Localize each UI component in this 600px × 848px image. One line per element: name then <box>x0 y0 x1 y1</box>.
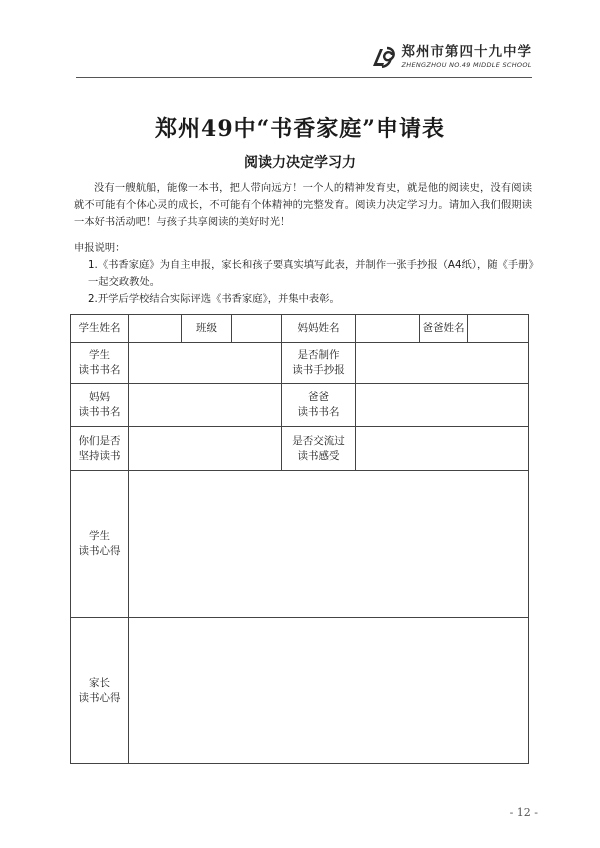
class-label: 班级 <box>182 315 232 343</box>
page-number: - 12 - <box>509 806 538 819</box>
student-book-label-line2: 读书书名 <box>78 364 121 376</box>
father-book-label-line1: 爸爸 <box>308 391 329 403</box>
notes-item: 1.《书香家庭》为自主申报，家长和孩子要真实填写此表，并制作一张手抄报（A4纸），随《手册》一起交政教处。 <box>88 259 534 288</box>
persist-reading-label-line2: 坚持读书 <box>78 449 121 462</box>
student-book-label-line1: 学生 <box>89 349 110 361</box>
made-paper-label-line2: 读书手抄报 <box>292 364 345 376</box>
application-notes <box>74 240 534 308</box>
father-book-label-line2: 读书书名 <box>297 406 340 418</box>
school-header <box>370 44 533 70</box>
mother-book-field[interactable] <box>129 384 282 427</box>
mother-book-label-line1: 妈妈 <box>89 391 110 403</box>
persist-reading-field[interactable] <box>129 427 282 471</box>
exchange-feelings-label-line2: 读书感受 <box>297 449 340 462</box>
father-name-field[interactable] <box>468 315 529 343</box>
mother-book-label <box>71 384 129 427</box>
parent-thoughts-field[interactable] <box>129 618 529 764</box>
mother-name-label: 妈妈姓名 <box>282 315 356 343</box>
student-thoughts-label-line2: 读书心得 <box>78 545 121 557</box>
persist-reading-label <box>71 427 129 471</box>
exchange-feelings-label <box>282 427 356 471</box>
parent-thoughts-label-line1: 家长 <box>89 676 110 689</box>
father-book-label <box>282 384 356 427</box>
notes-item: 2.开学后学校结合实际评选《书香家庭》，并集中表彰。 <box>88 293 340 305</box>
class-field[interactable] <box>232 315 282 343</box>
made-paper-label-line1: 是否制作 <box>297 349 340 361</box>
student-thoughts-field[interactable] <box>129 471 529 618</box>
student-thoughts-label <box>71 471 129 618</box>
header-divider <box>76 77 532 78</box>
mother-name-field[interactable] <box>356 315 420 343</box>
persist-reading-label-line1: 你们是否 <box>78 434 121 447</box>
intro-paragraph: 没有一艘航船，能像一本书，把人带向远方！一个人的精神发育史，就是他的阅读史，没有阅读就不可能有个体心灵的成长，不可能有个体精神的完整发育。阅读力决定学习力。请加入我们假期读一本好书活动吧！与孩子共享阅读的美好时光！ <box>74 182 532 228</box>
exchange-feelings-field[interactable] <box>356 427 529 471</box>
school-name-cn: 郑州市第四十九中学 <box>401 44 532 60</box>
page-subtitle: 阅读力决定学习力 <box>244 155 356 171</box>
father-book-field[interactable] <box>356 384 529 427</box>
page-title: 郑州49中“书香家庭”申请表 <box>155 116 445 142</box>
parent-thoughts-label <box>71 618 129 764</box>
made-paper-label <box>282 343 356 384</box>
notes-heading: 申报说明： <box>74 242 126 254</box>
father-name-label: 爸爸姓名 <box>420 315 468 343</box>
parent-thoughts-label-line2: 读书心得 <box>78 691 121 704</box>
school-logo <box>370 44 398 70</box>
student-name-label: 学生姓名 <box>71 315 129 343</box>
mother-book-label-line2: 读书书名 <box>78 406 121 418</box>
school-name-block <box>402 44 533 70</box>
student-thoughts-label-line1: 学生 <box>89 530 110 542</box>
student-book-field[interactable] <box>129 343 282 384</box>
student-book-label <box>71 343 129 384</box>
application-form <box>70 314 529 764</box>
made-paper-field[interactable] <box>356 343 529 384</box>
school-name-en: ZHENGZHOU NO.49 MIDDLE SCHOOL <box>401 61 532 69</box>
exchange-feelings-label-line1: 是否交流过 <box>292 434 345 447</box>
student-name-field[interactable] <box>129 315 182 343</box>
